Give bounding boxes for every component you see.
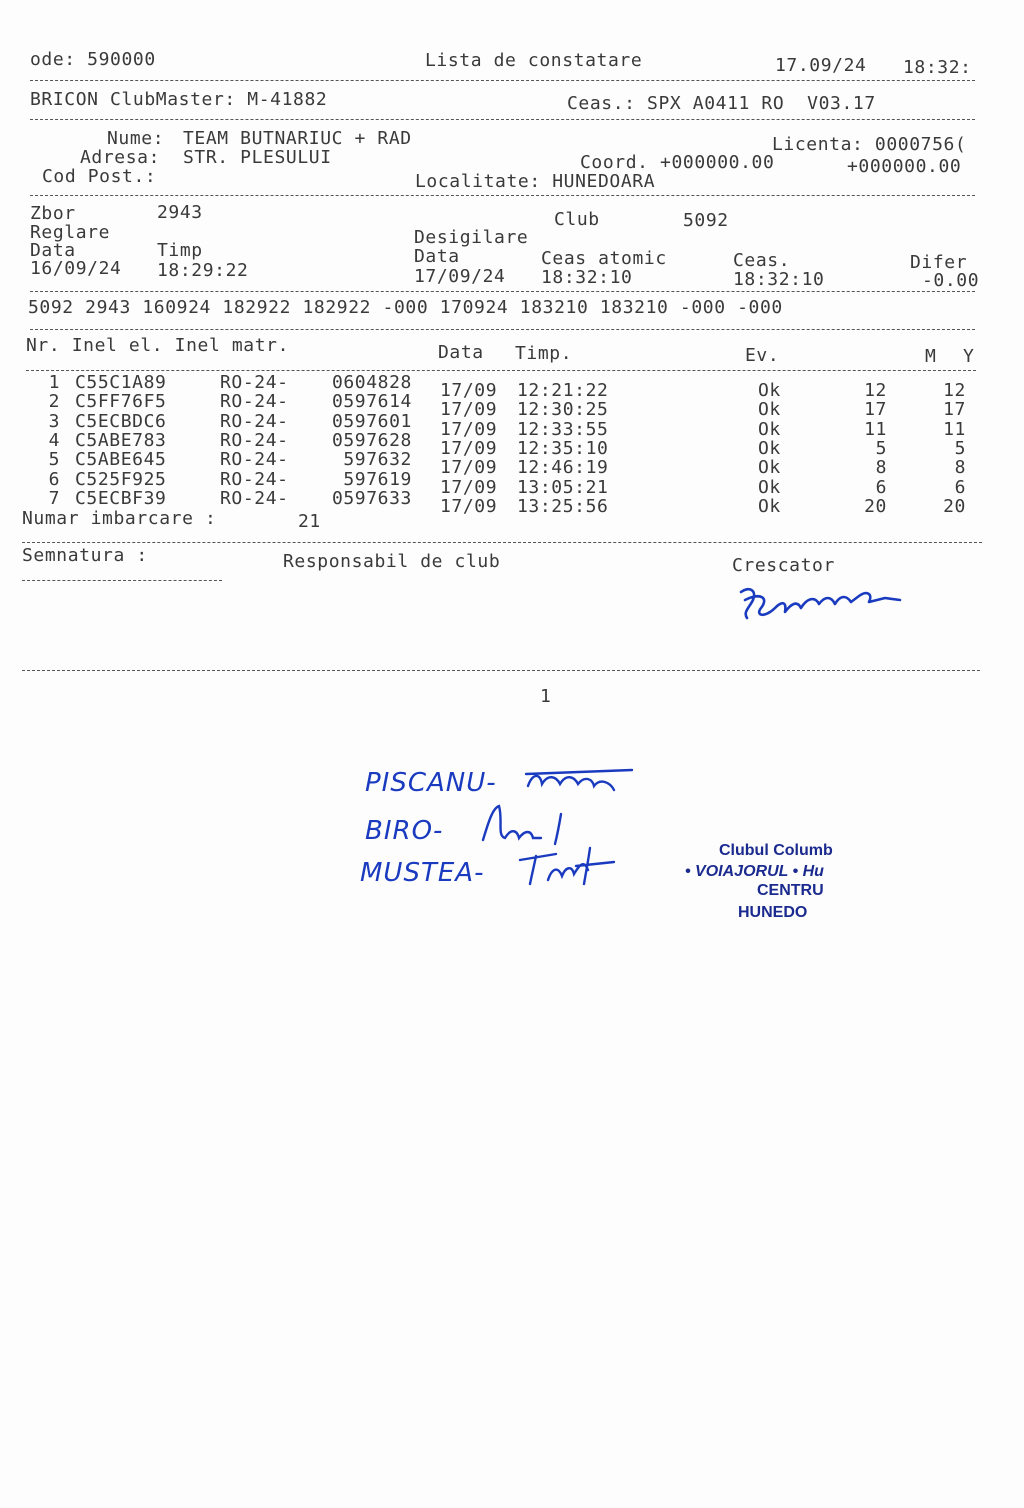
cell-prefix: RO-24- xyxy=(220,391,289,413)
cell-ev: Ok xyxy=(758,476,781,498)
divider xyxy=(22,542,982,543)
owner-address: STR. PLESULUI xyxy=(183,147,332,168)
licenta: Licenta: 0000756( xyxy=(772,134,967,155)
col-header-timp: Timp. xyxy=(515,343,573,364)
piscanu-signature xyxy=(520,760,640,800)
divider xyxy=(30,195,975,196)
cell-inel-el: C5ABE645 xyxy=(75,449,167,471)
cell-nr: 1 xyxy=(48,372,60,393)
divider xyxy=(30,80,975,81)
divider xyxy=(30,119,975,120)
cell-data: 17/09 xyxy=(440,418,498,440)
desigilare-data-label: Data xyxy=(414,246,460,267)
divider xyxy=(30,291,975,292)
divider xyxy=(22,580,222,581)
club-label: Club xyxy=(554,209,600,230)
cell-inel-el: C55C1A89 xyxy=(75,372,167,393)
handwritten-piscanu: PISCANU- xyxy=(365,768,497,798)
difer-value: -0.00 xyxy=(922,270,980,291)
cell-matr: 597632 xyxy=(343,449,412,471)
cell-timp: 12:46:19 xyxy=(517,457,609,479)
numar-imbarcare-value: 21 xyxy=(298,511,321,532)
col-header-rings: Nr. Inel el. Inel matr. xyxy=(26,335,290,356)
cell-y: 11 xyxy=(943,418,966,440)
print-time: 18:32: xyxy=(903,57,972,78)
mustea-signature xyxy=(510,840,620,890)
responsabil-label: Responsabil de club xyxy=(283,551,501,572)
reglare-data-label: Data xyxy=(30,240,76,261)
reglare-timp: 18:29:22 xyxy=(157,260,249,281)
divider xyxy=(22,670,980,671)
cell-y: 20 xyxy=(943,495,966,517)
localitate: Localitate: HUNEDOARA xyxy=(415,171,656,192)
club-stamp-line3: CENTRU xyxy=(757,882,824,899)
club-stamp-line4: HUNEDO xyxy=(738,904,808,921)
codpost-label: Cod Post.: xyxy=(42,166,157,187)
club-stamp-line1: Clubul Columb xyxy=(719,842,833,859)
cell-y: 17 xyxy=(943,399,966,421)
cell-m: 20 xyxy=(864,495,887,517)
cell-ev: Ok xyxy=(758,399,781,421)
ceas-atomic-label: Ceas atomic xyxy=(541,248,667,269)
cell-prefix: RO-24- xyxy=(220,429,289,451)
cell-y: 6 xyxy=(954,476,966,498)
cell-matr: 0597601 xyxy=(331,410,412,432)
cell-prefix: RO-24- xyxy=(220,410,289,432)
cell-ev: Ok xyxy=(758,418,781,440)
numar-imbarcare-label: Numar imbarcare : xyxy=(22,508,217,529)
cell-matr: 0597633 xyxy=(331,487,412,509)
coordinates: Coord. +000000.00 xyxy=(580,152,775,173)
crescator-label: Crescator xyxy=(732,555,835,576)
cell-inel-el: C5FF76F5 xyxy=(75,391,167,413)
col-header-y: Y xyxy=(963,346,975,367)
reglare-data: 16/09/24 xyxy=(30,258,122,279)
cell-y: 5 xyxy=(954,437,966,459)
ceas-atomic-value: 18:32:10 xyxy=(541,267,633,288)
adresa-label: Adresa: xyxy=(80,147,161,168)
difer-label: Difer xyxy=(910,252,968,273)
club-value: 5092 xyxy=(683,210,729,231)
code-line: 5092 2943 160924 182922 182922 -000 170924 183210 183210 -000 -000 xyxy=(28,297,783,318)
clock-id: Ceas.: SPX A0411 RO V03.17 xyxy=(567,93,876,114)
cell-nr: 3 xyxy=(48,410,60,432)
clubmaster-id: BRICON ClubMaster: M-41882 xyxy=(30,89,328,110)
cell-data: 17/09 xyxy=(440,399,498,421)
cell-nr: 2 xyxy=(48,391,60,413)
handwritten-mustea: MUSTEA- xyxy=(360,858,485,888)
cell-ev: Ok xyxy=(758,457,781,479)
desigilare-data: 17/09/24 xyxy=(414,266,506,287)
cell-timp: 12:21:22 xyxy=(517,380,609,401)
cell-inel-el: C5ABE783 xyxy=(75,429,167,451)
cell-ev: Ok xyxy=(758,495,781,517)
page-number: 1 xyxy=(540,686,552,707)
code: ode: 590000 xyxy=(30,49,156,70)
cell-y: 8 xyxy=(954,457,966,479)
reglare-label: Reglare xyxy=(30,222,111,243)
cell-m: 11 xyxy=(864,418,887,440)
cell-m: 8 xyxy=(875,457,887,479)
cell-matr: 0597628 xyxy=(331,429,412,451)
document-title: Lista de constatare xyxy=(425,50,643,71)
cell-nr: 7 xyxy=(48,487,60,509)
cell-data: 17/09 xyxy=(440,495,498,517)
cell-matr: 0604828 xyxy=(331,372,412,393)
cell-nr: 4 xyxy=(48,429,60,451)
col-header-m: M xyxy=(925,346,937,367)
cell-timp: 13:05:21 xyxy=(517,476,609,498)
cell-data: 17/09 xyxy=(440,380,498,401)
reglare-timp-label: Timp xyxy=(157,240,203,261)
cell-m: 5 xyxy=(875,437,887,459)
semnatura-label: Semnatura : xyxy=(22,545,148,566)
divider xyxy=(26,370,976,371)
cell-inel-el: C5ECBF39 xyxy=(75,487,167,509)
cell-data: 17/09 xyxy=(440,476,498,498)
cell-data: 17/09 xyxy=(440,457,498,479)
ceas-value: 18:32:10 xyxy=(733,269,825,290)
cell-timp: 12:35:10 xyxy=(517,437,609,459)
zbor-label: Zbor xyxy=(30,203,76,224)
nume-label: Nume: xyxy=(107,128,165,149)
col-header-data: Data xyxy=(438,342,484,363)
cell-prefix: RO-24- xyxy=(220,372,289,393)
crescator-signature xyxy=(735,578,910,628)
cell-ev: Ok xyxy=(758,437,781,459)
col-header-ev: Ev. xyxy=(745,345,780,366)
cell-prefix: RO-24- xyxy=(220,468,289,490)
cell-inel-el: C5ECBDC6 xyxy=(75,410,167,432)
zbor-value: 2943 xyxy=(157,202,203,223)
cell-inel-el: C525F925 xyxy=(75,468,167,490)
cell-data: 17/09 xyxy=(440,437,498,459)
divider xyxy=(30,329,975,330)
club-stamp-line2: • VOIAJORUL • Hu xyxy=(685,863,824,880)
cell-m: 12 xyxy=(864,380,887,401)
cell-nr: 5 xyxy=(48,449,60,471)
ceas-label: Ceas. xyxy=(733,250,791,271)
handwritten-biro: BIRO- xyxy=(365,816,444,846)
cell-matr: 597619 xyxy=(343,468,412,490)
owner-name: TEAM BUTNARIUC + RAD xyxy=(183,128,412,149)
cell-y: 12 xyxy=(943,380,966,401)
cell-timp: 12:33:55 xyxy=(517,418,609,440)
cell-prefix: RO-24- xyxy=(220,487,289,509)
cell-timp: 12:30:25 xyxy=(517,399,609,421)
coordinates-2: +000000.00 xyxy=(847,156,962,177)
cell-timp: 13:25:56 xyxy=(517,495,609,517)
desigilare-label: Desigilare xyxy=(414,227,529,248)
cell-nr: 6 xyxy=(48,468,60,490)
cell-ev: Ok xyxy=(758,380,781,401)
cell-m: 6 xyxy=(875,476,887,498)
cell-prefix: RO-24- xyxy=(220,449,289,471)
print-date: 17.09/24 xyxy=(775,55,867,76)
cell-matr: 0597614 xyxy=(331,391,412,413)
cell-m: 17 xyxy=(864,399,887,421)
